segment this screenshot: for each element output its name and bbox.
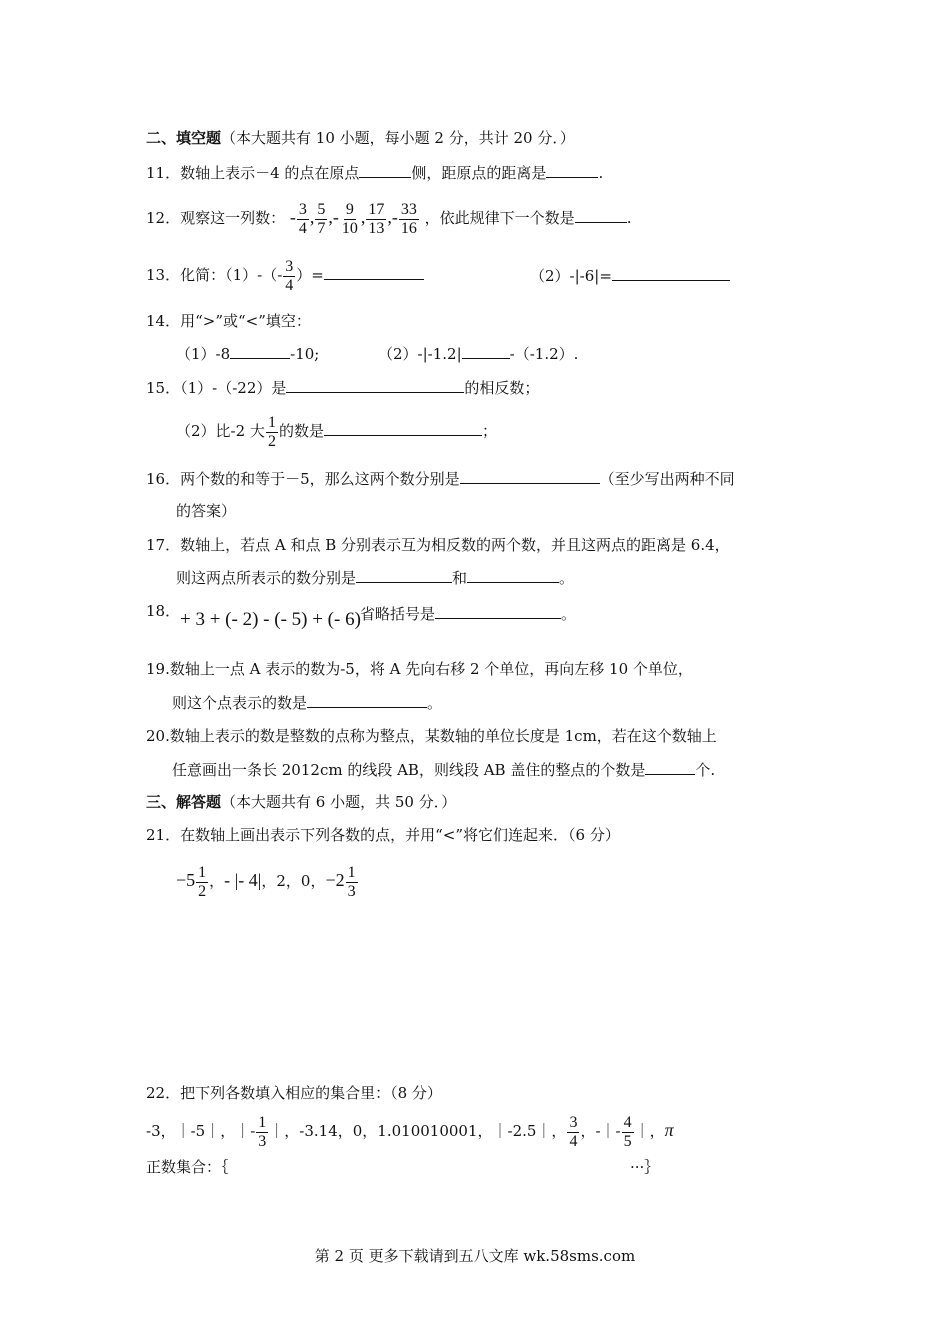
q14-blank-2[interactable] [462, 343, 510, 359]
q21-mixed-2-whole: −2 [325, 870, 345, 890]
q12-end: . [626, 209, 632, 227]
q22-number: 22． [146, 1084, 181, 1102]
question-18 [146, 601, 180, 621]
question-14 [146, 311, 311, 331]
question-13 [146, 252, 424, 298]
q12-term-fraction: $\frac{9}{10}$ [341, 200, 358, 237]
question-17-line-2 [176, 567, 574, 588]
q22-positive-set-label: 正数集合：｛ [146, 1158, 229, 1176]
question-16 [146, 468, 735, 489]
q12-term-fraction: $\frac{3}{4}$ [298, 200, 307, 237]
q15-part-2: （2）比-2 大 [176, 422, 265, 440]
q20-blank[interactable] [645, 759, 695, 775]
q14-item-1: （1）-8 [176, 345, 231, 363]
q21-abs-value: - |- 4| [224, 870, 262, 890]
q16-text: 两个数的和等于－5，那么这两个数分别是 [180, 470, 460, 488]
q22-values-3: ，-｜- [580, 1122, 621, 1140]
q14-item-1-end: -10; [290, 345, 320, 363]
q12-term-sign: - [289, 207, 296, 227]
q16-note-cont: 的答案） [176, 502, 237, 520]
q15-blank-1[interactable] [286, 377, 464, 393]
q16-number: 16． [146, 470, 181, 488]
q13-number: 13． [146, 266, 181, 284]
q22-values-4: ｜， [634, 1122, 665, 1140]
q13-part-1-end: ）= [296, 266, 324, 284]
q15-part-2-mid: 的数是 [278, 422, 324, 440]
q13-fraction: $\frac{3}{4}$ [285, 257, 294, 294]
q12-number: 12． [146, 209, 181, 227]
section-3-heading [146, 792, 456, 812]
q14-number: 14． [146, 312, 181, 330]
q20-end: 个. [695, 761, 716, 779]
q11-end: . [598, 164, 604, 182]
q15-part-2-end: ； [481, 422, 497, 440]
q22-text: 把下列各数填入相应的集合里：（8 分） [180, 1084, 442, 1102]
question-20-line-2 [172, 759, 715, 780]
q18-text: 省略括号是 [360, 605, 436, 623]
question-21 [146, 825, 620, 845]
q12-term-sign: , [360, 207, 366, 227]
q11-blank-2[interactable] [546, 162, 598, 178]
q12-term-sign: ,- [328, 207, 339, 227]
q21-values: ，2，0， [261, 872, 326, 890]
question-14-item-2 [378, 343, 578, 364]
q17-blank-1[interactable] [356, 567, 452, 583]
q17-text: 数轴上，若点 A 和点 B 分别表示互为相反数的两个数，并且这两点的距离是 6.4， [180, 536, 730, 554]
q17-and: 和 [452, 569, 468, 587]
q16-blank[interactable] [460, 468, 600, 484]
question-14-items [176, 343, 319, 364]
q12-term-fraction: $\frac{5}{7}$ [317, 200, 326, 237]
section-2-heading [146, 128, 575, 148]
q15-fraction: $\frac{1}{2}$ [267, 413, 276, 450]
q11-blank-1[interactable] [359, 162, 411, 178]
q12-term-sign: ,- [387, 207, 398, 227]
q22-values-1: -3，｜-5｜，｜- [146, 1122, 256, 1140]
q21-fraction-2: $\frac{1}{3}$ [347, 863, 356, 900]
q13-blank-1[interactable] [324, 264, 424, 280]
q22-values-2: ｜，-3.14，0，1.010010001，｜-2.5｜， [269, 1122, 567, 1140]
section-3-note: （本大题共有 6 小题，共 50 分．） [221, 793, 457, 811]
q21-mixed-1-whole: −5 [176, 870, 196, 890]
q19-text: 19.数轴上一点 A 表示的数为-5，将 A 先向右移 2 个单位，再向左移 10 个单位， [146, 660, 693, 678]
q16-note: （至少写出两种不同 [599, 470, 735, 488]
q22-numbers [146, 1107, 674, 1154]
q18-blank[interactable] [435, 603, 561, 619]
section-3-title: 三、解答题 [146, 793, 222, 811]
q17-number: 17． [146, 536, 181, 554]
q21-text: 在数轴上画出表示下列各数的点，并用“<”将它们连起来．（6 分） [180, 826, 620, 844]
q14-item-2-end: -（-1.2）. [509, 345, 579, 363]
page-footer: 第 2 页 更多下载请到五八文库 wk.58sms.com [314, 1247, 636, 1265]
q18-end: 。 [561, 605, 577, 623]
q12-term-fraction: $\frac{33}{16}$ [400, 200, 417, 237]
section-2-title: 二、填空题 [146, 129, 222, 147]
q14-blank-1[interactable] [230, 343, 290, 359]
section-2-note: （本大题共有 10 小题，每小题 2 分，共计 20 分．） [221, 129, 575, 147]
q11-text: 数轴上表示－4 的点在原点 [180, 164, 360, 182]
question-22 [146, 1083, 442, 1103]
q15-part-1-end: 的相反数； [464, 379, 540, 397]
q17-blank-2[interactable] [467, 567, 559, 583]
q13-blank-2[interactable] [612, 265, 730, 281]
q17-end: 。 [559, 569, 575, 587]
q12-text: 观察这一列数： [180, 209, 286, 227]
q11-number: 11． [146, 164, 181, 182]
q12-term-fraction: $\frac{17}{13}$ [368, 200, 385, 237]
q21-fraction-1: $\frac{1}{2}$ [198, 863, 207, 900]
q19-text-2: 则这个点表示的数是 [172, 694, 308, 712]
q13-part-1: 化简：（1）-（- [180, 266, 283, 284]
q22-fraction-2: $\frac{3}{4}$ [569, 1113, 578, 1150]
q19-blank[interactable] [307, 692, 427, 708]
question-19-line-2 [172, 692, 442, 713]
q14-item-2: （2）-|-1.2| [378, 345, 462, 363]
q14-text: 用“>”或“<”填空： [180, 312, 311, 330]
q13-part-2: （2）-|-6|= [530, 267, 612, 285]
q21-comma: ， [209, 872, 225, 890]
q17-text-2: 则这两点所表示的数分别是 [176, 569, 357, 587]
q20-text-2: 任意画出一条长 2012cm 的线段 AB，则线段 AB 盖住的整点的个数是 [172, 761, 646, 779]
q15-blank-2[interactable] [324, 420, 482, 436]
q22-positive-set-end: ···｝ [630, 1158, 660, 1176]
q12-term-sign: , [309, 207, 315, 227]
q19-end: 。 [427, 694, 443, 712]
question-13-part-2 [530, 265, 730, 286]
q15-number: 15． [146, 379, 181, 397]
question-15 [146, 377, 539, 398]
q11-text-2: 侧，距原点的距离是 [411, 164, 547, 182]
q12-text-2: ，依此规律下一个数是 [424, 209, 575, 227]
q21-numbers [176, 857, 359, 904]
q15-part-1: （1）-（-22）是 [180, 379, 287, 397]
question-11 [146, 162, 603, 183]
q12-blank[interactable] [575, 207, 627, 223]
q22-fraction-1: $\frac{1}{3}$ [258, 1113, 267, 1150]
q21-number: 21． [146, 826, 181, 844]
q22-fraction-3: $\frac{4}{5}$ [623, 1113, 632, 1150]
q22-pi: π [664, 1120, 674, 1140]
question-17 [146, 535, 730, 555]
question-18-text [360, 603, 576, 624]
q18-expression: + 3 + (- 2) - (- 5) + (- 6) [180, 609, 361, 630]
question-15-part-2 [176, 408, 497, 454]
q18-number: 18． [146, 602, 181, 620]
q20-text: 20.数轴上表示的数是整数的点称为整点，某数轴的单位长度是 1cm，若在这个数轴上 [146, 727, 717, 745]
question-12 [146, 194, 631, 241]
